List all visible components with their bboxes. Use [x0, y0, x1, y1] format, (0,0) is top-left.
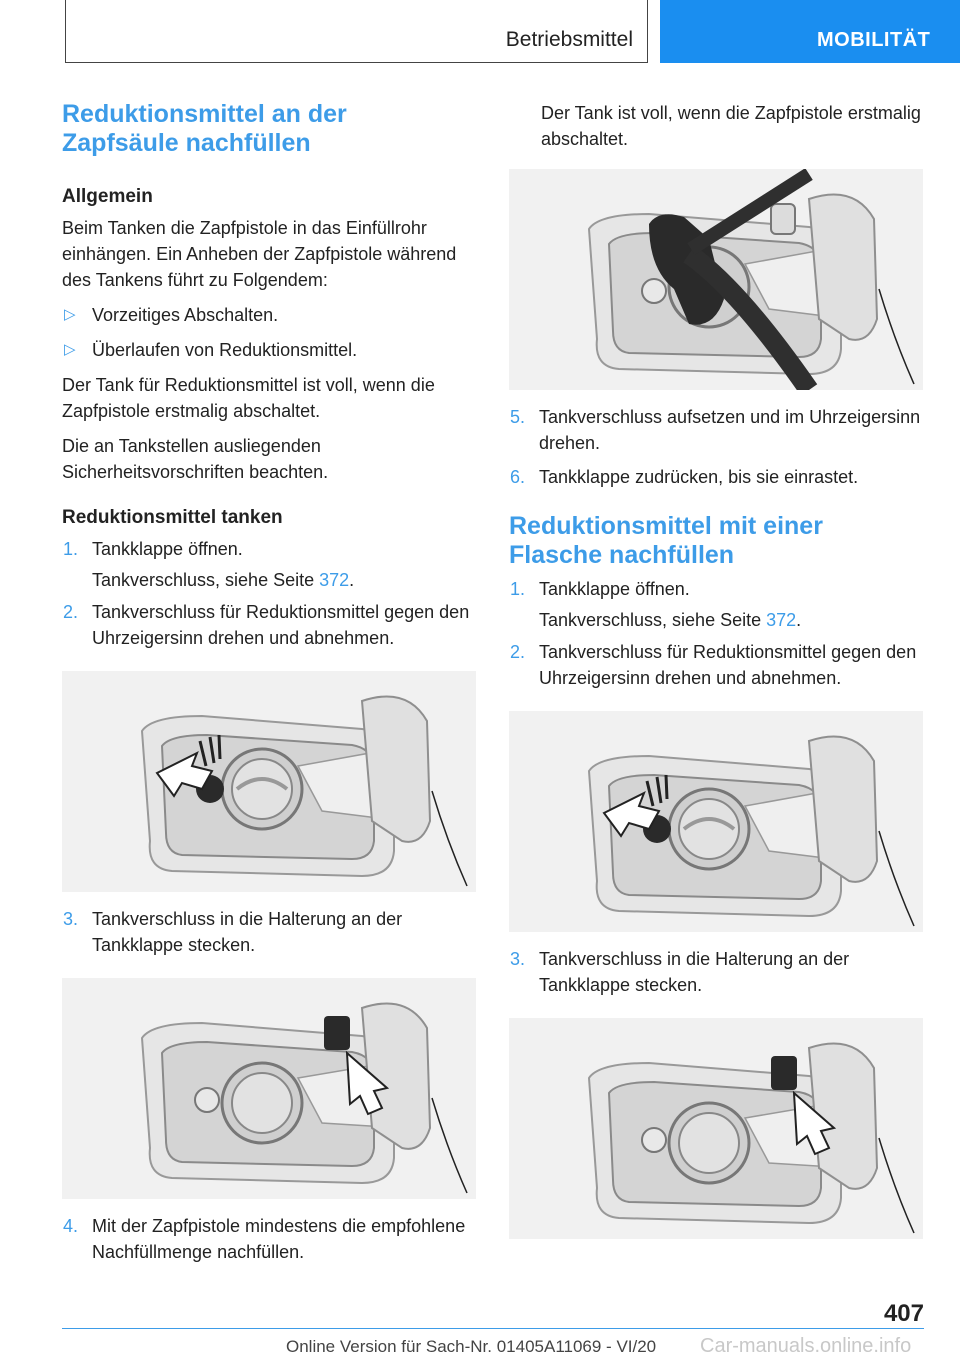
- step-text: Tankklappe öffnen.: [92, 539, 243, 559]
- step-number: 1.: [63, 539, 79, 559]
- step-number: 1.: [510, 579, 526, 599]
- step-text: Tankverschluss für Reduktionsmittel gegen den Uhrzeigersinn drehen und abnehmen.: [92, 602, 470, 648]
- section-heading-zapfsaeule: Reduktionsmittel an der Zapfsäule nachfüllen: [62, 100, 347, 157]
- step-number: 2.: [510, 642, 526, 662]
- bullet-item: [62, 337, 476, 363]
- step-item-6: [509, 464, 923, 490]
- step-number: 3.: [63, 909, 79, 929]
- page-link[interactable]: 372: [766, 610, 797, 630]
- step-number: 6.: [510, 467, 526, 487]
- step-text: Tankverschluss aufsetzen und im Uhrzeigersinn drehen.: [539, 407, 921, 453]
- reference-text: Tankverschluss, siehe Seite: [92, 570, 315, 590]
- step-number: 5.: [510, 407, 526, 427]
- left-column: [62, 100, 476, 1265]
- safety-note-paragraph: Die an Tankstellen ausliegenden Sicherheitsvorschriften beachten.: [62, 436, 329, 482]
- subheading-allgemein: Allgemein: [62, 186, 153, 207]
- step-item-2: [62, 599, 476, 651]
- intro-paragraph: Beim Tanken die Zapfpistole in das Einfüllrohr einhängen. Ein Anheben der Zapfpistole während des Tankens führt zu Folgendem:: [62, 218, 457, 290]
- step-item-2: [509, 639, 923, 691]
- triangle-bullet-icon: ▷: [64, 341, 76, 358]
- page-number: 407: [883, 1300, 924, 1327]
- step-reference: [539, 607, 923, 633]
- step-item-1: [509, 576, 923, 633]
- step-item-4: [62, 1213, 476, 1265]
- bullet-text: Vorzeitiges Abschalten.: [92, 305, 279, 325]
- illustration-cap-holder: [62, 978, 476, 1199]
- illustration-cap-removal-2: [509, 711, 923, 932]
- illustration-cap-holder-2: [509, 1018, 923, 1239]
- reference-text: Tankverschluss, siehe Seite: [539, 610, 762, 630]
- page-link[interactable]: 372: [319, 570, 350, 590]
- subheading-tanken: Reduktionsmittel tanken: [62, 507, 283, 528]
- chapter-tab-label: MOBILITÄT: [817, 29, 931, 51]
- footer-watermark: Car-manuals.online.info: [700, 1335, 912, 1357]
- full-note-paragraph: Der Tank für Reduktionsmittel ist voll, wenn die Zapfpistole erstmalig abschaltet.: [62, 375, 435, 421]
- step-item-3: [509, 946, 923, 998]
- footer-rule: [62, 1328, 924, 1329]
- tank-full-note: Der Tank ist voll, wenn die Zapfpistole erstmalig abschaltet.: [541, 103, 921, 149]
- step-text: Tankverschluss in die Halterung an der Tankklappe stecken.: [92, 909, 403, 955]
- section-title: Betriebsmittel: [505, 28, 633, 51]
- bullet-item: [62, 302, 476, 328]
- reference-end: .: [349, 570, 355, 590]
- reference-end: .: [796, 610, 802, 630]
- step-number: 2.: [63, 602, 79, 622]
- step-item-3: [62, 906, 476, 958]
- header-section-box: [65, 0, 648, 63]
- step-text: Tankklappe öffnen.: [539, 579, 690, 599]
- footer-online-version: Online Version für Sach-Nr. 01405A11069 - VI/20: [286, 1337, 657, 1356]
- step-reference: [92, 567, 476, 593]
- right-column: [509, 100, 923, 1239]
- step-text: Tankklappe zudrücken, bis sie einrastet.: [539, 467, 859, 487]
- illustration-cap-removal: [62, 671, 476, 892]
- bullet-text: Überlaufen von Reduktionsmittel.: [92, 340, 358, 360]
- step-text: Mit der Zapfpistole mindestens die empfohlene Nachfüllmenge nachfüllen.: [92, 1216, 466, 1262]
- step-item-5: [509, 404, 923, 456]
- step-text: Tankverschluss in die Halterung an der Tankklappe stecken.: [539, 949, 850, 995]
- illustration-nozzle: [509, 169, 923, 390]
- step-number: 3.: [510, 949, 526, 969]
- step-number: 4.: [63, 1216, 79, 1236]
- triangle-bullet-icon: ▷: [64, 306, 76, 323]
- chapter-tab[interactable]: [660, 0, 960, 63]
- step-item-1: [62, 536, 476, 593]
- step-text: Tankverschluss für Reduktionsmittel gegen den Uhrzeigersinn drehen und abnehmen.: [539, 642, 917, 688]
- section-heading-flasche: Reduktionsmittel mit einer Flasche nachfüllen: [509, 512, 823, 569]
- page-header: [0, 0, 960, 66]
